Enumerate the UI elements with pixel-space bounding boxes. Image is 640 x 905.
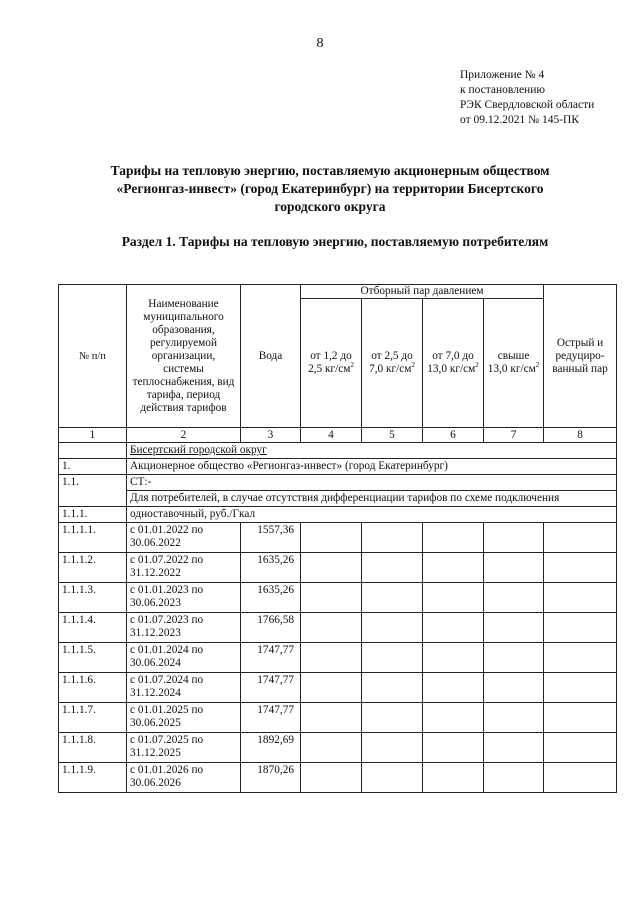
column-number: 6 xyxy=(423,428,484,443)
empty-cell xyxy=(423,763,484,793)
row-number: 1.1. xyxy=(59,475,127,507)
empty-cell xyxy=(362,763,423,793)
tariff-period: с 01.07.2022 по 31.12.2022 xyxy=(127,553,241,583)
empty-cell xyxy=(484,643,544,673)
water-tariff-value: 1766,58 xyxy=(241,613,301,643)
empty-cell xyxy=(544,643,617,673)
system-name: СТ:- xyxy=(127,475,617,491)
empty-cell xyxy=(484,673,544,703)
header-water: Вода xyxy=(241,285,301,428)
table-row xyxy=(59,643,617,673)
column-number: 8 xyxy=(544,428,617,443)
row-number: 1.1.1.8. xyxy=(59,733,127,763)
header-sharp-steam: Острый и редуциро-ванный пар xyxy=(544,285,617,428)
column-number: 5 xyxy=(362,428,423,443)
appendix-block xyxy=(460,68,630,128)
empty-cell xyxy=(484,583,544,613)
document-title xyxy=(80,162,580,216)
empty-cell xyxy=(423,673,484,703)
column-number-row xyxy=(59,428,617,443)
district-row xyxy=(59,443,617,459)
empty-cell xyxy=(423,583,484,613)
appendix-line: к постановлению xyxy=(460,84,545,96)
water-tariff-value: 1635,26 xyxy=(241,583,301,613)
water-tariff-value: 1747,77 xyxy=(241,703,301,733)
organization-row xyxy=(59,459,617,475)
table-row xyxy=(59,553,617,583)
empty-cell xyxy=(544,553,617,583)
empty-cell xyxy=(362,673,423,703)
tariff-period: с 01.01.2025 по 30.06.2025 xyxy=(127,703,241,733)
district-name: Бисертский городской округ xyxy=(127,443,617,459)
table-row xyxy=(59,703,617,733)
title-line: «Регионгаз-инвест» (город Екатеринбург) на территории Бисертского xyxy=(116,181,544,196)
tariff-table xyxy=(58,284,617,793)
header-name: Наименование муниципального образования, регулируемой организации, системы теплоснабжения, вид тарифа, период действия тарифов xyxy=(127,285,241,428)
empty-cell xyxy=(484,523,544,553)
empty-cell xyxy=(544,733,617,763)
appendix-line: РЭК Свердловской области xyxy=(460,99,595,111)
header-pressure-1: от 1,2 до 2,5 $кг/см^2$ xyxy=(301,299,362,428)
consumer-note: Для потребителей, в случае отсутствия дифференциации тарифов по схеме подключения xyxy=(127,491,617,507)
water-tariff-value: 1870,26 xyxy=(241,763,301,793)
row-number: 1.1.1.1. xyxy=(59,523,127,553)
column-number: 7 xyxy=(484,428,544,443)
tariff-rows xyxy=(59,523,617,793)
empty-cell xyxy=(544,703,617,733)
table-row xyxy=(59,583,617,613)
empty-cell xyxy=(423,613,484,643)
empty-cell xyxy=(423,703,484,733)
table-row xyxy=(59,613,617,643)
empty-cell xyxy=(544,673,617,703)
tariff-period: с 01.07.2025 по 31.12.2025 xyxy=(127,733,241,763)
tariff-period: с 01.07.2024 по 31.12.2024 xyxy=(127,673,241,703)
header-row xyxy=(59,285,617,299)
system-row xyxy=(59,475,617,491)
empty-cell xyxy=(301,643,362,673)
empty-cell xyxy=(484,703,544,733)
empty-cell xyxy=(484,553,544,583)
empty-cell xyxy=(59,443,127,459)
organization-name: Акционерное общество «Регионгаз-инвест» (город Екатеринбург) xyxy=(127,459,617,475)
water-tariff-value: 1892,69 xyxy=(241,733,301,763)
row-number: 1.1.1.4. xyxy=(59,613,127,643)
table-row xyxy=(59,673,617,703)
section-title: Раздел 1. Тарифы на тепловую энергию, поставляемую потребителям xyxy=(121,234,549,249)
empty-cell xyxy=(544,583,617,613)
water-tariff-value: 1747,77 xyxy=(241,643,301,673)
water-tariff-value: 1635,26 xyxy=(241,553,301,583)
header-pressure-2: от 2,5 до 7,0 $кг/см^2$ xyxy=(362,299,423,428)
empty-cell xyxy=(301,613,362,643)
water-tariff-value: 1557,36 xyxy=(241,523,301,553)
empty-cell xyxy=(362,613,423,643)
empty-cell xyxy=(362,733,423,763)
empty-cell xyxy=(544,523,617,553)
water-tariff-value: 1747,77 xyxy=(241,673,301,703)
tariff-period: с 01.01.2022 по 30.06.2022 xyxy=(127,523,241,553)
tariff-period: с 01.01.2023 по 30.06.2023 xyxy=(127,583,241,613)
empty-cell xyxy=(362,523,423,553)
appendix-line: Приложение № 4 xyxy=(460,69,545,81)
tariff-period: с 01.01.2026 по 30.06.2026 xyxy=(127,763,241,793)
empty-cell xyxy=(362,553,423,583)
empty-cell xyxy=(301,733,362,763)
empty-cell xyxy=(484,733,544,763)
header-num: № п/п xyxy=(59,285,127,428)
title-line: городского округа xyxy=(274,199,386,214)
empty-cell xyxy=(301,703,362,733)
column-number: 4 xyxy=(301,428,362,443)
note-row xyxy=(59,491,617,507)
empty-cell xyxy=(362,703,423,733)
appendix-line: от 09.12.2021 № 145-ПК xyxy=(460,114,580,126)
column-number: 1 xyxy=(59,428,127,443)
header-steam-group: Отборный пар давлением xyxy=(301,285,544,299)
empty-cell xyxy=(423,733,484,763)
empty-cell xyxy=(362,643,423,673)
empty-cell xyxy=(301,673,362,703)
row-number: 1.1.1. xyxy=(59,507,127,523)
row-number: 1.1.1.9. xyxy=(59,763,127,793)
tariff-period: с 01.07.2023 по 31.12.2023 xyxy=(127,613,241,643)
column-number: 3 xyxy=(241,428,301,443)
table-row xyxy=(59,733,617,763)
header-pressure-4: свыше 13,0 $кг/см^2$ xyxy=(484,299,544,428)
tariff-period: с 01.01.2024 по 30.06.2024 xyxy=(127,643,241,673)
empty-cell xyxy=(301,553,362,583)
empty-cell xyxy=(423,643,484,673)
header-pressure-3: от 7,0 до 13,0 $кг/см^2$ xyxy=(423,299,484,428)
page-number: 8 xyxy=(316,36,324,51)
table-row xyxy=(59,523,617,553)
row-number: 1.1.1.2. xyxy=(59,553,127,583)
empty-cell xyxy=(362,583,423,613)
empty-cell xyxy=(301,763,362,793)
empty-cell xyxy=(544,613,617,643)
empty-cell xyxy=(484,763,544,793)
row-number: 1.1.1.6. xyxy=(59,673,127,703)
empty-cell xyxy=(544,763,617,793)
title-line: Тарифы на тепловую энергию, поставляемую акционерным обществом xyxy=(110,163,550,178)
row-number: 1.1.1.3. xyxy=(59,583,127,613)
row-number: 1. xyxy=(59,459,127,475)
tariff-type: одноставочный, руб./Гкал xyxy=(127,507,617,523)
table-row xyxy=(59,763,617,793)
empty-cell xyxy=(301,583,362,613)
empty-cell xyxy=(484,613,544,643)
column-number: 2 xyxy=(127,428,241,443)
tariff-type-row xyxy=(59,507,617,523)
empty-cell xyxy=(301,523,362,553)
empty-cell xyxy=(423,523,484,553)
row-number: 1.1.1.5. xyxy=(59,643,127,673)
empty-cell xyxy=(423,553,484,583)
row-number: 1.1.1.7. xyxy=(59,703,127,733)
